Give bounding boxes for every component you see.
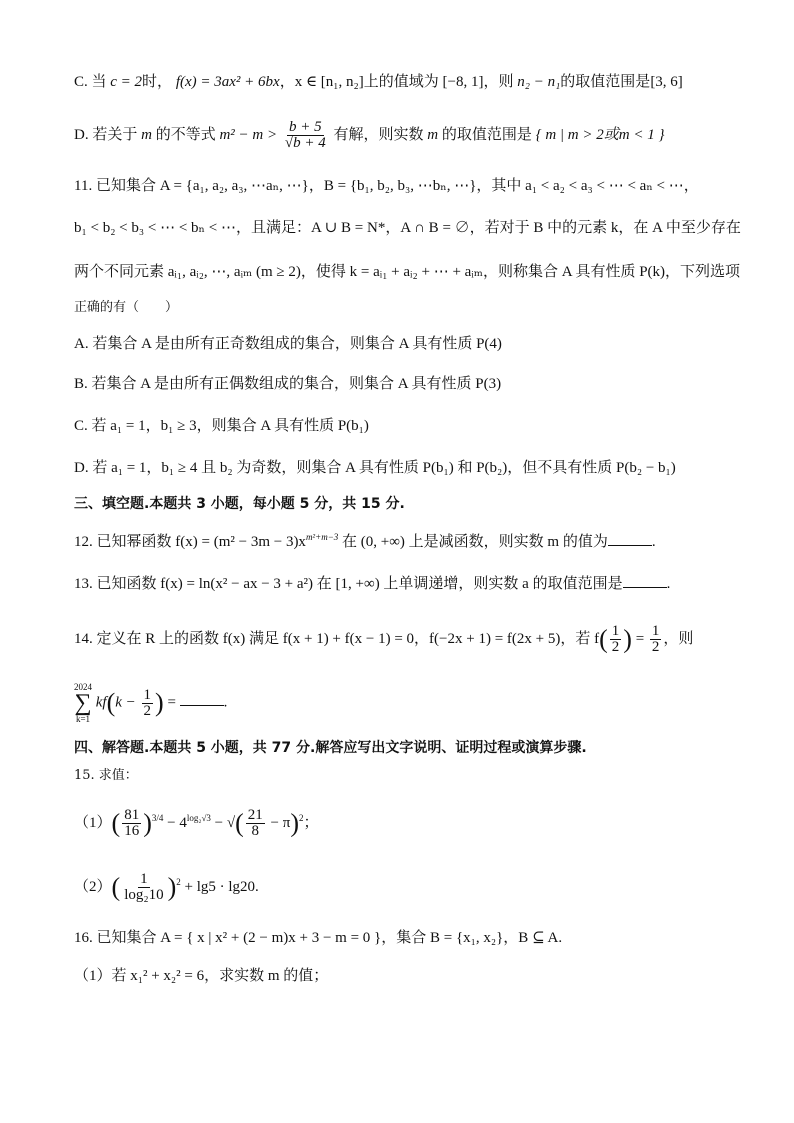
q16-part-1: （1）若 x₁² + x₂² = 6，求实数 m 的值； (74, 968, 329, 984)
q11-option-c: C. 若 a₁ = 1，b₁ ≥ 3，则集合 A 具有性质 P(b₁) (74, 418, 369, 434)
q11-option-d: D. 若 a₁ = 1，b₁ ≥ 4 且 b₂ 为奇数，则集合 A 具有性质 P(b₁) 和 P(b₂)，但不具有性质 P(b₂ − b₁) (74, 460, 676, 476)
section-4-heading: 四、解答题.本题共 5 小题，共 77 分.解答应写出文字说明、证明过程或演算步骤. (74, 740, 587, 756)
q14-line-2: 2024 ∑ k=1 kf(k − $\frac{1}{2}$ ) = . (74, 682, 228, 724)
sum-symbol: 2024 ∑ k=1 (74, 682, 92, 724)
q13: 13. 已知函数 f(x) = ln(x² − ax − 3 + a²) 在 [1, +∞) 上单调递增，则实数 a 的取值范围是 . (74, 576, 671, 592)
q16-line-1: 16. 已知集合 A = { x | x² + (2 − m)x + 3 − m = 0 }，集合 B = {x₁, x₂}，B ⊆ A. (74, 930, 563, 946)
q11-line-2: b₁ < b₂ < b₃ < ⋯ < bₙ < ⋯，且满足：A ∪ B = N*，A ∩ B = ∅，若对于 B 中的元素 k，在 A 中至少存在 (74, 220, 741, 236)
q11-line-3: 两个不同元素 aᵢ₁, aᵢ₂, ⋯, aᵢₘ (m ≥ 2)，使得 k = aᵢ₁ + aᵢ₂ + ⋯ + aᵢₘ，则称集合 A 具有性质 P(k)，下列选项 (74, 264, 741, 280)
q10-option-c: C. 当 c = 2时， f(x) = 3ax² + 6bx，x ∈ [n₁, n₂]上的值域为 [−8, 1]，则 n₂ − n₁的取值范围是[3, 6] (74, 74, 683, 90)
q11-line-4: 正确的有（ ） (74, 300, 179, 315)
q10-option-d: D. 若关于 m 的不等式 m² − m > $\frac{b + 5}{√b + 4}$ 有解，则实数 m 的取值范围是 { m | m > 2或m < 1 } (74, 119, 665, 151)
q11-line-1: 11. 已知集合 A = {a₁, a₂, a₃, ⋯aₙ, ⋯}，B = {b₁, b₂, b₃, ⋯bₙ, ⋯}，其中 a₁ < a₂ < a₃ < ⋯ < aₙ < ⋯， (74, 178, 699, 194)
q12: 12. 已知幂函数 $f(x) = (m^2 - 3m - 3)x^{m^2+m-3}$ 在 (0, +∞) 上是减函数，则实数 m 的值为 . (74, 532, 656, 550)
q11-option-a: A. 若集合 A 是由所有正奇数组成的集合，则集合 A 具有性质 P(4) (74, 336, 502, 352)
q15-title: 15. 求值： (74, 768, 138, 783)
q12-answer-blank (608, 533, 652, 546)
section-3-heading: 三、填空题.本题共 3 小题，每小题 5 分，共 15 分. (74, 496, 405, 512)
q14-line-1: 14. 定义在 R 上的函数 f(x) 满足 f(x + 1) + f(x − 1) = 0，f(−2x + 1) = f(2x + 5)，若 f( $\frac{1}{2}$ ) = $\frac{1}{2}$ ，则 (74, 623, 694, 655)
q13-answer-blank (623, 575, 667, 588)
q11-option-b: B. 若集合 A 是由所有正偶数组成的集合，则集合 A 具有性质 P(3) (74, 376, 502, 392)
q15-part-1: （1）( $\frac{81}{16}$ )$^{3/4} - 4^{log_2√3}$ − √( $\frac{21}{8}$ − π)$^2$； (74, 807, 319, 839)
q10-d-fraction: $\frac{b + 5}{√b + 4}$ (284, 119, 326, 151)
q14-answer-blank (180, 693, 224, 706)
q15-part-2: （2）( $\frac{1}{\text{log₂10}}$ )$^2$ + lg5 · lg20. (74, 871, 259, 903)
